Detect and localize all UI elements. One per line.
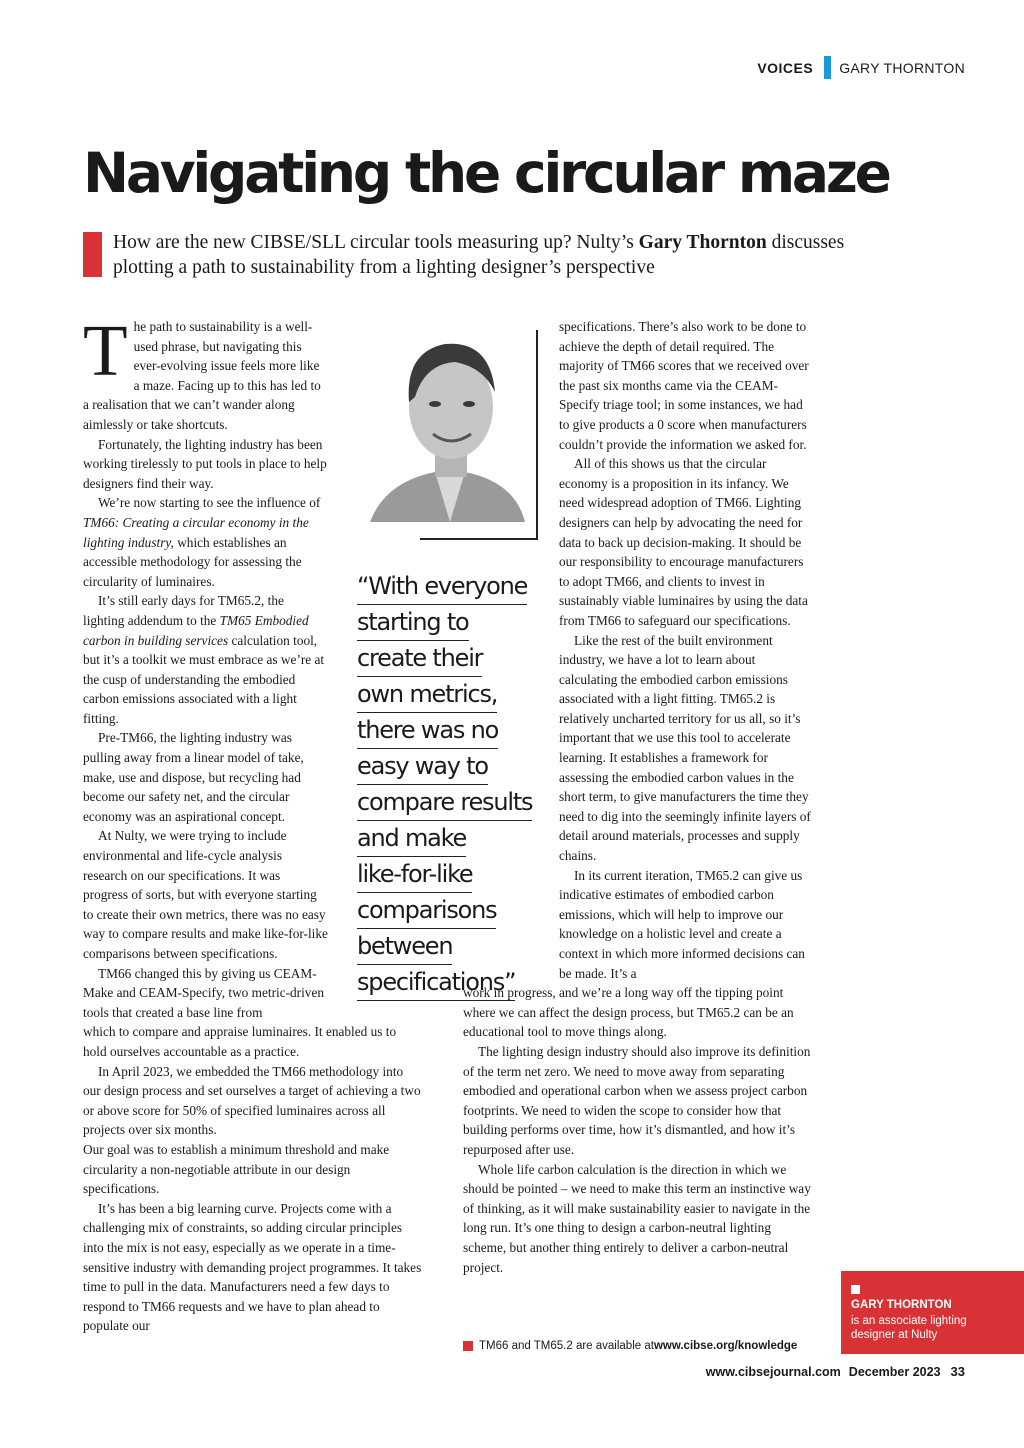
pull-quote-line: easy way to — [357, 750, 488, 785]
pull-quote-line: starting to — [357, 606, 469, 641]
standfirst — [83, 230, 883, 280]
standfirst-text-end: discusses plotting a path to sustainability from a lighting designer’s perspective — [113, 232, 845, 278]
paragraph: The lighting design industry should also improve its definition of the term net zero. We need to move away from separating embodied and operational carbon when we assess project carbon footprints. We need to widen the scope to consider how that building performs over time, how it’s dismantled, and how it’s repurposed after use. — [463, 1043, 811, 1157]
pull-quote-line: and make — [357, 822, 466, 857]
pull-quote-line: “With everyone — [357, 570, 527, 605]
pull-quote-line: like-for-like — [357, 858, 472, 893]
paragraph: Whole life carbon calculation is the direction in which we should be pointed – we need to make this term an instinctive way of thinking, as it will make sustainability easier to navigate in the long run. It’s one thing to design a carbon-neutral lighting scheme, but another thing entirely to deliver a carbon-neutral project. — [463, 1161, 811, 1275]
paragraph: The path to sustainability is a well-used phrase, but navigating this ever-evolving issue feels more like a maze. Facing up to this has led to a realisation that we can’t wander along aimlessly or take shortcuts. — [83, 310, 321, 432]
author-bio-box — [841, 1271, 1024, 1354]
bio-name: GARY THORNTON — [851, 1299, 952, 1311]
page-footer — [706, 1364, 965, 1379]
column-2 — [463, 317, 813, 1277]
pull-quote-line: own metrics, — [357, 678, 497, 713]
bio-description: is an associate lighting designer at Nulty — [851, 1315, 967, 1341]
footer-site[interactable]: www.cibsejournal.com — [705, 1365, 841, 1379]
running-header — [757, 56, 965, 79]
section-label: VOICES — [757, 59, 814, 76]
pull-quote-line: create their — [357, 642, 482, 677]
standfirst-author: Gary Thornton — [638, 232, 767, 253]
pull-quote-line: specifications” — [357, 966, 515, 1001]
page-number: 33 — [950, 1364, 965, 1379]
pull-quote-line: comparisons — [357, 894, 496, 929]
footnote — [463, 1340, 797, 1352]
footnote-square-icon — [463, 1341, 473, 1351]
header-author: GARY THORNTON — [839, 59, 965, 76]
footnote-link[interactable]: www.cibse.org/knowledge — [653, 1340, 798, 1352]
paragraph: In its current iteration, TM65.2 can give us indicative estimates of embodied carbon emissions, which will help to improve our knowledge on a holistic level and create a context in which more informed decisions can be made. It’s a — [559, 867, 805, 981]
paragraph: It’s still early days for TM65.2, the lighting addendum to the TM65 Embodied carbon in building services calculation tool, but it’s a toolkit we must embrace as we’re at the cusp of understanding the embodied carbon emissions associated with a light fitting. — [83, 593, 325, 726]
paragraph: In April 2023, we embedded the TM66 methodology into our design process and set ourselves a target of achieving a two or above score for 50% of specified luminaires across all projects over six months. — [83, 1063, 421, 1138]
headline: Navigating the circular maze — [83, 141, 889, 205]
paragraph: Our goal was to establish a minimum threshold and make circularity a non-negotiable attribute in our design specifications. — [83, 1141, 390, 1197]
paragraph: We’re now starting to see the influence of TM66: Creating a circular economy in the lighting industry, which establishes an accessible methodology for assessing the circularity of luminaires. — [83, 495, 321, 589]
paragraph: TM66 changed this by giving us CEAM-Make and CEAM-Specify, two metric-driven tools that created a base line from — [83, 965, 324, 1020]
pull-quote-line: between — [357, 930, 452, 965]
bio-square-icon — [851, 1285, 860, 1294]
pull-quote-line: there was no — [357, 714, 498, 749]
header-divider — [824, 56, 831, 79]
footnote-text: TM66 and TM65.2 are available at — [479, 1340, 654, 1352]
paragraph: Like the rest of the built environment industry, we have a lot to learn about calculating the embodied carbon emissions associated with a light fitting. TM65.2 is relatively uncharted territory for us all, so it’s important that we use this tool to accelerate learning. It establishes a framework for assessing the embodied carbon values in the short term, to give manufacturers the time they need to dig into the seemingly infinite layers of detail around materials, processes and supply chains. — [559, 632, 811, 864]
paragraph: work in progress, and we’re a long way off the tipping point where we can affect the design process, but TM65.2 can be an educational tool to move things along. — [463, 985, 794, 1040]
standfirst-text: How are the new CIBSE/SLL circular tools measuring up? Nulty’s — [113, 232, 639, 253]
pull-quote-line: compare results — [357, 786, 532, 821]
paragraph: Fortunately, the lighting industry has been working tirelessly to put tools in place to help designers find their way. — [83, 436, 327, 491]
paragraph: At Nulty, we were trying to include environmental and life-cycle analysis research on our specifications. It was progress of sorts, but with everyone starting to create their own metrics, there was no easy way to compare results and make like-for-like comparisons between specifications. — [83, 828, 328, 961]
paragraph: specifications. There’s also work to be done to achieve the depth of detail required. The majority of TM66 scores that we received over the past six months came via the CEAM-Specify triage tool; in some instances, we had to give products a 0 score when manufacturers couldn’t provide the information we asked for. — [559, 319, 809, 452]
paragraph: which to compare and appraise luminaires. It enabled us to hold ourselves accountable as a practice. — [83, 1024, 397, 1059]
footer-date: December 2023 — [848, 1365, 941, 1379]
paragraph: All of this shows us that the circular economy is a proposition in its infancy. We need widespread adoption of TM66. Lighting designers can help by advocating the need for data to back up decision-making. It should be our responsibility to encourage manufacturers to adopt TM66, and clients to invest in sustainably viable luminaires by using the data from TM66 to safeguard our specifications. — [559, 456, 808, 628]
drop-cap: T — [83, 310, 128, 391]
standfirst-bar — [83, 232, 102, 277]
paragraph: It’s has been a big learning curve. Projects come with a challenging mix of constraints, so adding circular principles into the mix is not easy, especially as we operate in a time-sensitive industry with demanding project programmes. It takes time to pull in the data. Manufacturers need a few days to respond to TM66 requests and we have to plan ahead to populate our — [83, 1200, 422, 1334]
paragraph: Pre-TM66, the lighting industry was pulling away from a linear model of take, make, use and dispose, but recycling had become our safety net, and the circular economy was an aspirational concept. — [83, 730, 304, 824]
